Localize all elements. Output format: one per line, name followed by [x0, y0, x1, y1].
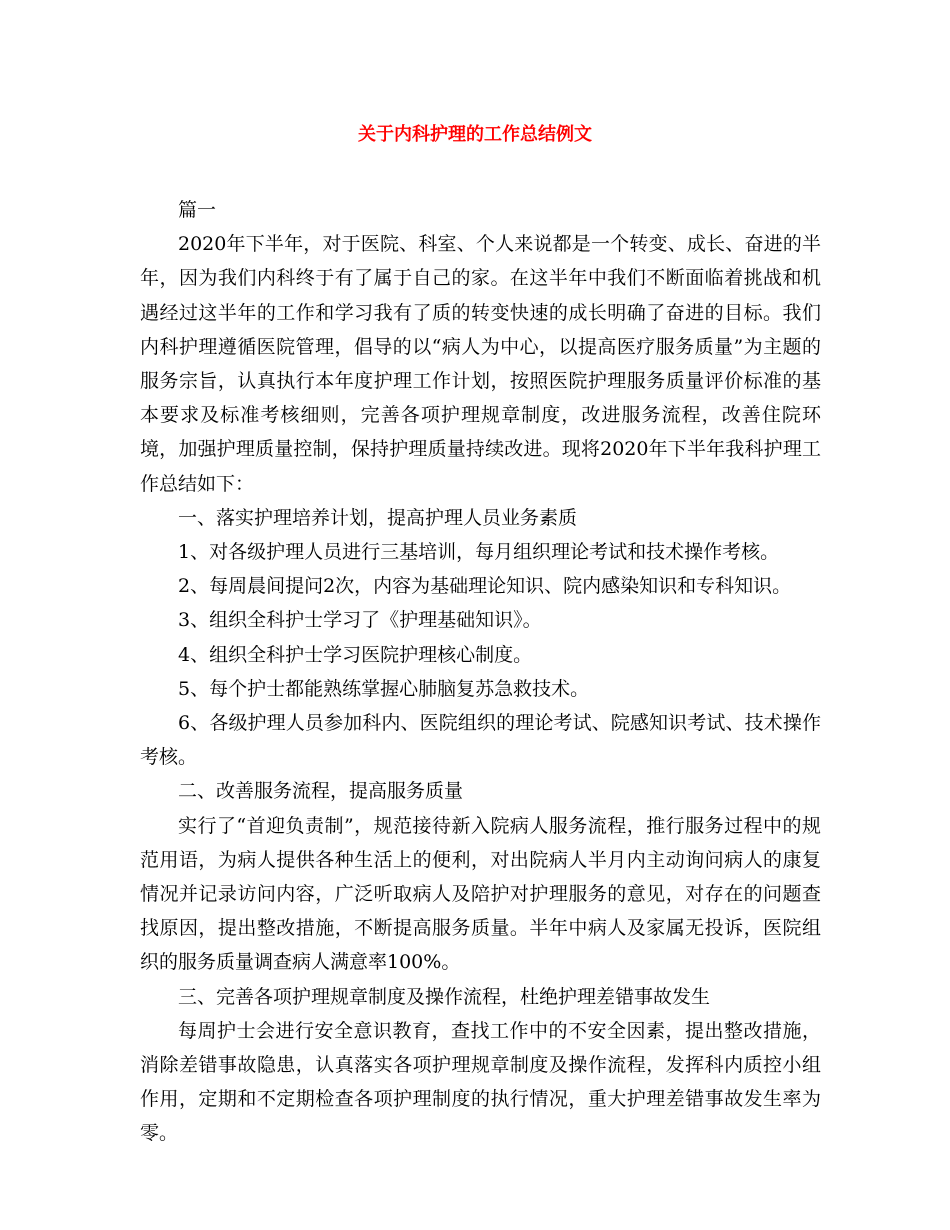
- list-item: 6、各级护理人员参加科内、医院组织的理论考试、院感知识考试、技术操作考核。: [140, 712, 821, 769]
- list-item: 5、每个护士都能熟练掌握心肺脑复苏急救技术。: [178, 677, 590, 700]
- list-item: 2、每周晨间提问2次，内容为基础理论知识、院内感染知识和专科知识。: [178, 575, 792, 598]
- section-heading-rules: 三、完善各项护理规章制度及操作流程，杜绝护理差错事故发生: [178, 985, 711, 1008]
- service-paragraph: 实行了“首迎负责制”，规范接待新入院病人服务流程，推行服务过程中的规范用语，为病人提供各种生活上的便利，对出院病人半月内主动询问病人的康复情况并记录访问内容，广泛听取病人及陪护对护理服务的意见，对存在的问题查找原因，提出整改措施，不断提高服务质量。半年中病人及家属无投诉，医院组织的服务质量调查病人满意率100%。: [140, 814, 821, 974]
- list-item: 3、组织全科护士学习了《护理基础知识》。: [178, 609, 542, 632]
- list-item: 4、组织全科护士学习医院护理核心制度。: [178, 643, 533, 666]
- document-title: 关于内科护理的工作总结例文: [358, 124, 592, 145]
- section-heading-part-one: 篇一: [178, 199, 217, 221]
- rules-paragraph: 每周护士会进行安全意识教育，查找工作中的不安全因素，提出整改措施，消除差错事故隐患，认真落实各项护理规章制度及操作流程，发挥科内质控小组作用，定期和不定期检查各项护理制度的执行情况，重大护理差错事故发生率为零。: [140, 1019, 821, 1145]
- section-heading-service: 二、改善服务流程，提高服务质量: [178, 780, 464, 803]
- list-item: 1、对各级护理人员进行三基培训，每月组织理论考试和技术操作考核。: [178, 541, 780, 564]
- document-body: [140, 193, 821, 1151]
- section-heading-training: 一、落实护理培养计划，提高护理人员业务素质: [178, 506, 578, 529]
- intro-paragraph: 2020年下半年，对于医院、科室、个人来说都是一个转变、成长、奋进的半年，因为我们内科终于有了属于自己的家。在这半年中我们不断面临着挑战和机遇经过这半年的工作和学习我有了质的转变快速的成长明确了奋进的目标。我们内科护理遵循医院管理，倡导的以“病人为中心，以提高医疗服务质量”为主题的服务宗旨，认真执行本年度护理工作计划，按照医院护理服务质量评价标准的基本要求及标准考核细则，完善各项护理规章制度，改进服务流程，改善住院环境，加强护理质量控制，保持护理质量持续改进。现将2020年下半年我科护理工作总结如下：: [140, 233, 821, 495]
